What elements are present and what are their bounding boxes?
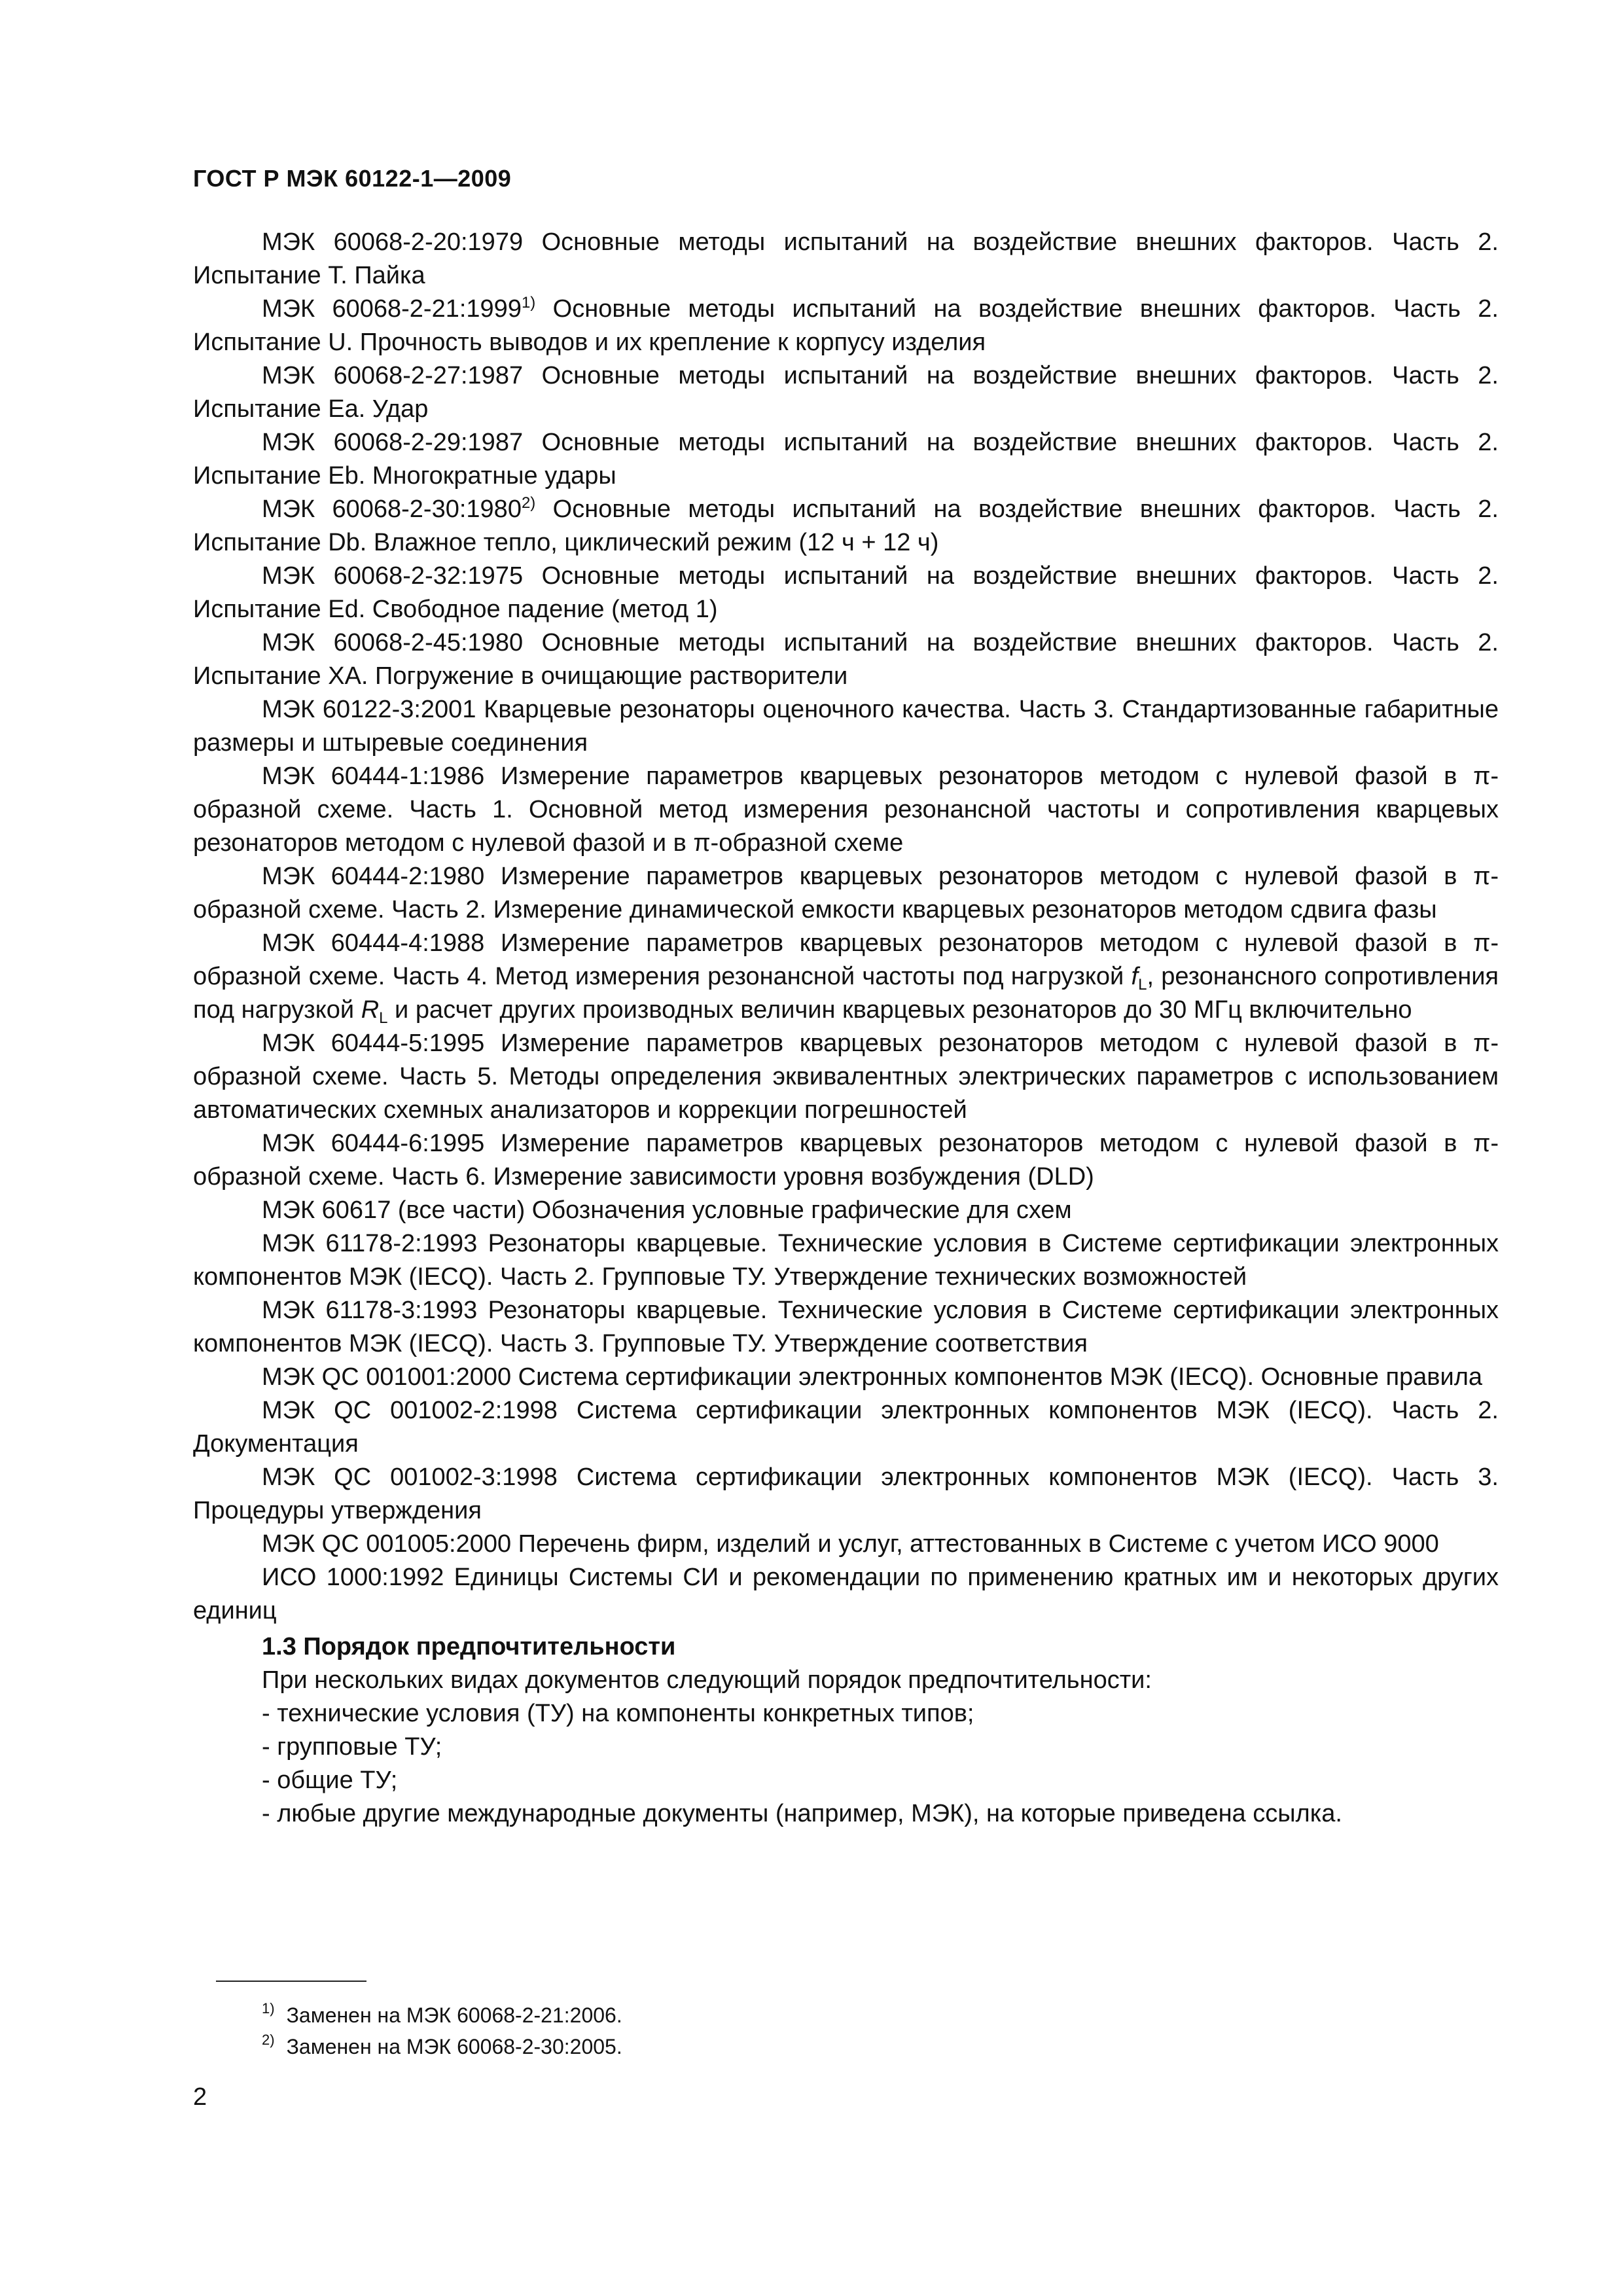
- reference-entry: [193, 359, 1499, 426]
- reference-code: МЭК 60068-2-30:1980: [262, 495, 522, 523]
- reference-code: МЭК 60068-2-32:1975: [262, 562, 524, 590]
- reference-code: МЭК 60068-2-21:1999: [262, 295, 522, 323]
- reference-entry: [193, 760, 1499, 860]
- footnote: [262, 2000, 622, 2031]
- reference-title: Измерение параметров кварцевых резонаторов методом с нулевой фазой в π-образной схеме. Часть 4. Метод измерения резонансной частоты под нагрузкой: [193, 929, 1499, 990]
- reference-entry: [193, 293, 1499, 359]
- reference-title: Резонаторы кварцевые. Технические условия в Системе сертификации электронных компонентов МЭК (IECQ). Часть 3. Групповые ТУ. Утверждение соответствия: [193, 1297, 1499, 1357]
- footnotes: [262, 2000, 622, 2062]
- reference-entry: [193, 693, 1499, 760]
- footnote-text: Заменен на МЭК 60068-2-21:2006.: [286, 2003, 622, 2027]
- reference-entry: [193, 426, 1499, 493]
- reference-code: МЭК 60617: [262, 1196, 391, 1224]
- reference-title: Основные методы испытаний на воздействие внешних факторов. Часть 2. Испытание Ed. Свободное падение (метод 1): [193, 562, 1499, 623]
- list-item: - групповые ТУ;: [262, 1733, 442, 1761]
- symbol-f: f: [1131, 963, 1139, 990]
- symbol-subscript: L: [1138, 976, 1147, 994]
- reference-entry: [193, 1561, 1499, 1628]
- reference-code: МЭК 60068-2-45:1980: [262, 629, 524, 656]
- list-item: - технические условия (ТУ) на компоненты конкретных типов;: [262, 1700, 974, 1727]
- reference-entry: [193, 927, 1499, 1027]
- footnote-mark: 2): [262, 2032, 275, 2048]
- list-item: - общие ТУ;: [262, 1767, 398, 1794]
- reference-code: ИСО 1000:1992: [262, 1564, 444, 1591]
- reference-code: МЭК 60444-6:1995: [262, 1130, 485, 1157]
- symbol-r: R: [361, 996, 380, 1024]
- reference-code: МЭК 60068-2-29:1987: [262, 429, 524, 456]
- footnote: [262, 2031, 622, 2062]
- reference-entry: [193, 560, 1499, 626]
- reference-entry: [193, 493, 1499, 560]
- reference-title: Основные методы испытаний на воздействие внешних факторов. Часть 2. Испытание XA. Погружение в очищающие растворители: [193, 629, 1499, 690]
- footnote-marker: 1): [521, 294, 536, 312]
- reference-code: МЭК 60068-2-27:1987: [262, 362, 524, 389]
- list-item: - любые другие международные документы (например, МЭК), на которые приведена ссылка.: [262, 1800, 1342, 1827]
- reference-title: (все части) Обозначения условные графические для схем: [391, 1196, 1072, 1224]
- reference-title: Кварцевые резонаторы оценочного качества. Часть 3. Стандартизованные габаритные размеры и штыревые соединения: [193, 696, 1499, 757]
- reference-code: МЭК 60444-4:1988: [262, 929, 485, 957]
- reference-code: МЭК 60068-2-20:1979: [262, 228, 524, 256]
- reference-entry: [193, 1361, 1499, 1394]
- reference-title: Основные методы испытаний на воздействие внешних факторов. Часть 2. Испытание Т. Пайка: [193, 228, 1499, 289]
- reference-code: МЭК 61178-3:1993: [262, 1297, 478, 1324]
- document-body: [193, 226, 1499, 1831]
- reference-entry: [193, 1394, 1499, 1461]
- reference-code: МЭК 60444-5:1995: [262, 1030, 485, 1057]
- reference-entry: [193, 1027, 1499, 1127]
- reference-title: Измерение параметров кварцевых резонаторов методом с нулевой фазой в π-образной схеме. Часть 6. Измерение зависимости уровня возбуждения (DLD): [193, 1130, 1499, 1191]
- footnote-divider: [216, 1981, 366, 1982]
- reference-entry: [193, 1227, 1499, 1294]
- footnote-marker: 2): [521, 494, 536, 512]
- reference-entry: [193, 1127, 1499, 1194]
- reference-code: МЭК 60444-2:1980: [262, 863, 485, 890]
- document-header: ГОСТ Р МЭК 60122-1—2009: [193, 165, 512, 192]
- footnote-mark: 1): [262, 2000, 275, 2017]
- reference-entry: [193, 860, 1499, 927]
- symbol-subscript: L: [379, 1009, 388, 1027]
- reference-title: Система сертификации электронных компонентов МЭК (IECQ). Часть 3. Процедуры утверждения: [193, 1463, 1499, 1524]
- reference-entry: [193, 1294, 1499, 1361]
- reference-code: МЭК 61178-2:1993: [262, 1230, 478, 1257]
- reference-title: Система сертификации электронных компонентов МЭК (IECQ). Часть 2. Документация: [193, 1397, 1499, 1458]
- reference-code: МЭК QC 001002-2:1998: [262, 1397, 558, 1424]
- page-number: 2: [193, 2083, 207, 2111]
- reference-entry: [193, 1461, 1499, 1528]
- reference-code: МЭК 60444-1:1986: [262, 762, 485, 790]
- reference-title: Измерение параметров кварцевых резонаторов методом с нулевой фазой в π-образной схеме. Часть 2. Измерение динамической емкости кварцевых резонаторов методом сдвига фазы: [193, 863, 1499, 924]
- reference-code: МЭК QC 001001:2000: [262, 1363, 512, 1391]
- reference-entry: [193, 1528, 1499, 1561]
- reference-title: Единицы Системы СИ и рекомендации по применению кратных им и некоторых других единиц: [193, 1564, 1499, 1624]
- section-intro: При нескольких видах документов следующий порядок предпочтительности:: [262, 1666, 1152, 1694]
- reference-title: Резонаторы кварцевые. Технические условия в Системе сертификации электронных компонентов МЭК (IECQ). Часть 2. Групповые ТУ. Утверждение технических возможностей: [193, 1230, 1499, 1291]
- reference-title: Измерение параметров кварцевых резонаторов методом с нулевой фазой в π-образной схеме. Часть 5. Методы определения эквивалентных электрических параметров с использованием автоматических схемных анализаторов и коррекции погрешностей: [193, 1030, 1499, 1124]
- reference-title-part: , резонансного сопротивления под нагрузкой: [193, 963, 1499, 1024]
- reference-title: Перечень фирм, изделий и услуг, аттестованных в Системе с учетом ИСО 9000: [511, 1530, 1439, 1558]
- reference-title: Измерение параметров кварцевых резонаторов методом с нулевой фазой в π-образной схеме. Часть 1. Основной метод измерения резонансной частоты и сопротивления кварцевых резонаторов методом с нулевой фазой и в π-образной схеме: [193, 762, 1499, 857]
- reference-title: Основные методы испытаний на воздействие внешних факторов. Часть 2. Испытание Ea. Удар: [193, 362, 1499, 423]
- reference-title: Основные методы испытаний на воздействие внешних факторов. Часть 2. Испытание U. Прочность выводов и их крепление к корпусу изделия: [193, 295, 1499, 356]
- reference-code: МЭК QC 001005:2000: [262, 1530, 512, 1558]
- section-heading: 1.3 Порядок предпочтительности: [262, 1633, 676, 1660]
- reference-code: МЭК QC 001002-3:1998: [262, 1463, 558, 1491]
- reference-title-part: и расчет других производных величин кварцевых резонаторов до 30 МГц включительно: [387, 996, 1412, 1024]
- reference-entry: [193, 626, 1499, 693]
- reference-title: Основные методы испытаний на воздействие внешних факторов. Часть 2. Испытание Db. Влажное тепло, циклический режим (12 ч + 12 ч): [193, 495, 1499, 556]
- reference-entry: [193, 1194, 1499, 1227]
- footnote-text: Заменен на МЭК 60068-2-30:2005.: [286, 2035, 622, 2058]
- reference-code: МЭК 60122-3:2001: [262, 696, 476, 723]
- reference-title: Система сертификации электронных компонентов МЭК (IECQ). Основные правила: [511, 1363, 1483, 1391]
- reference-entry: [193, 226, 1499, 293]
- reference-title: Основные методы испытаний на воздействие внешних факторов. Часть 2. Испытание Eb. Многократные удары: [193, 429, 1499, 490]
